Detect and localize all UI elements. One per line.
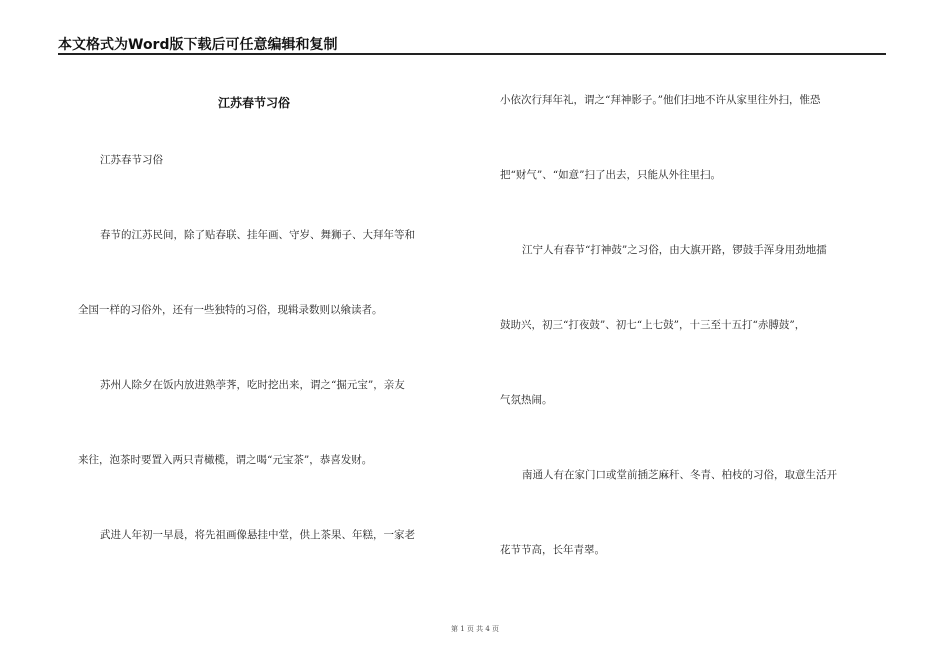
right-column-line: 花节节高，长年青翠。: [500, 544, 605, 556]
right-column-line: 南通人有在家门口或堂前插芝麻秆、冬青、柏枝的习俗，取意生活开: [522, 469, 837, 481]
left-column-line: 武进人年初一早晨，将先祖画像悬挂中堂，供上茶果、年糕，一家老: [100, 529, 415, 541]
right-column-line: 小依次行拜年礼，谓之“拜神影子。”他们扫地不许从家里往外扫，惟恐: [500, 94, 821, 106]
header-divider: [58, 53, 886, 55]
left-column-line: 苏州人除夕在饭内放进熟荸荠，吃时挖出来，谓之“掘元宝”，亲友: [100, 379, 405, 391]
left-column-line: 全国一样的习俗外，还有一些独特的习俗，现辑录数则以飨读者。: [78, 304, 383, 316]
document-title: 江苏春节习俗: [218, 96, 291, 110]
left-column-line: 江苏春节习俗: [100, 154, 163, 166]
header-banner: 本文格式为Word版下载后可任意编辑和复制: [58, 37, 338, 53]
page-number: 第 1 页 共 4 页: [450, 625, 500, 633]
right-column-line: 把“财气”、“如意”扫了出去，只能从外往里扫。: [500, 169, 721, 181]
left-column-line: 春节的江苏民间，除了贴春联、挂年画、守岁、舞狮子、大拜年等和: [100, 229, 415, 241]
right-column-line: 鼓助兴，初三“打夜鼓”、初七“上七鼓”，十三至十五打“赤膊鼓”，: [500, 319, 806, 331]
left-column-line: 来往，泡茶时要置入两只青橄榄，谓之喝“元宝茶”，恭喜发财。: [78, 454, 373, 466]
right-column-line: 气氛热闹。: [500, 394, 553, 406]
right-column-line: 江宁人有春节“打神鼓”之习俗，由大旗开路，锣鼓手浑身用劲地擂: [522, 244, 827, 256]
